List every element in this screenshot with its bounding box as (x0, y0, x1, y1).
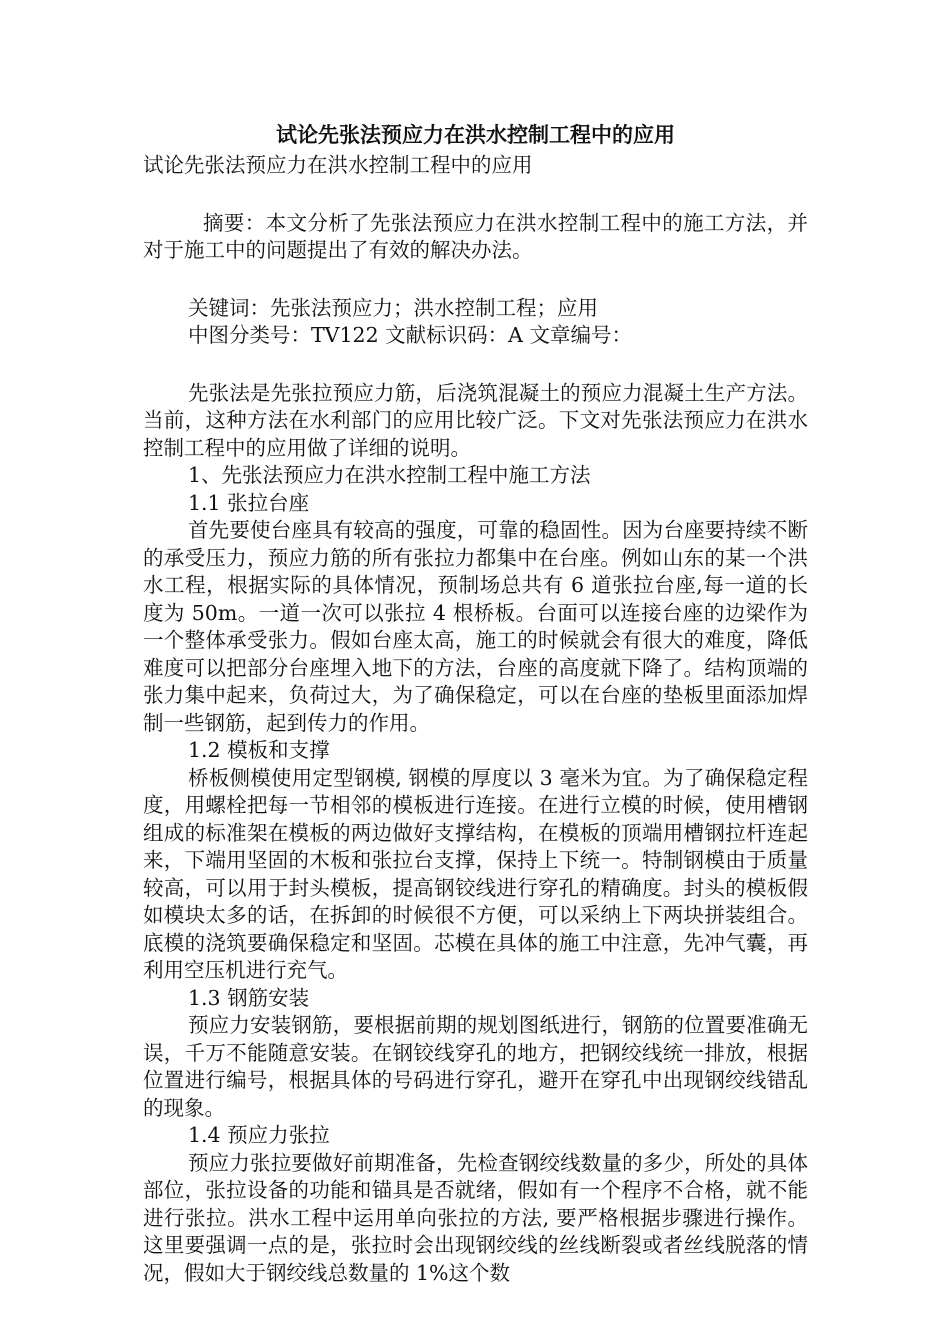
document-subtitle: 试论先张法预应力在洪水控制工程中的应用 (143, 153, 533, 177)
classification-line: 中图分类号：TV122 文献标识码：A 文章编号： (188, 323, 632, 347)
intro-paragraph: 先张法是先张拉预应力筋，后浇筑混凝土的预应力混凝土生产方法。当前，这种方法在水利部门的应用比较广泛。下文对先张法预应力在洪水控制工程中的应用做了详细的说明。 (143, 380, 808, 460)
document-page (143, 118, 808, 1287)
document-title: 试论先张法预应力在洪水控制工程中的应用 (276, 122, 675, 147)
abstract-paragraph: 摘要：本文分析了先张法预应力在洪水控制工程中的施工方法，并对于施工中的问题提出了有效的解决办法。 (143, 210, 808, 262)
body-paragraph: 首先要使台座具有较高的强度，可靠的稳固性。因为台座要持续不断的承受压力，预应力筋的所有张拉力都集中在台座。例如山东的某一个洪水工程，根据实际的具体情况，预制场总共有 6 道张拉台座,每一道的长度为 50m。一道一次可以张拉 4 根桥板。台面可以连接台座的边梁作为一个整体承受张力。假如台座太高，施工的时候就会有很大的难度，降低难度可以把部分台座埋入地下的方法，台座的高度就下降了。结构顶端的张力集中起来，负荷过大，为了确保稳定，可以在台座的垫板里面添加焊制一些钢筋，起到传力的作用。 (143, 518, 808, 735)
section-heading: 1、先张法预应力在洪水控制工程中施工方法 (188, 463, 591, 487)
spacer (143, 180, 808, 210)
subsection-heading: 1.1 张拉台座 (188, 490, 310, 515)
subsection-heading: 1.2 模板和支撑 (188, 738, 330, 762)
body-paragraph: 预应力张拉要做好前期准备，先检查钢绞线数量的多少，所处的具体部位，张拉设备的功能和锚具是否就绪，假如有一个程序不合格，就不能进行张拉。洪水工程中运用单向张拉的方法, 要严格根据步骤进行操作。这里要强调一点的是，张拉时会出现钢绞线的丝线断裂或者丝线脱落的情况，假如大于钢绞线总数量的 1%这个数 (143, 1150, 808, 1285)
spacer (143, 350, 808, 380)
spacer (143, 265, 808, 295)
subsection-heading: 1.4 预应力张拉 (188, 1123, 330, 1147)
body-paragraph: 预应力安装钢筋，要根据前期的规划图纸进行，钢筋的位置要准确无误，千万不能随意安装。在钢铰线穿孔的地方，把钢绞线统一排放，根据位置进行编号，根据具体的号码进行穿孔，避开在穿孔中出现钢绞线错乱的现象。 (143, 1013, 808, 1120)
subsection-heading: 1.3 钢筋安装 (188, 985, 310, 1010)
keywords-line: 关键词：先张法预应力；洪水控制工程；应用 (188, 295, 598, 320)
body-paragraph: 桥板侧模使用定型钢模, 钢模的厚度以 3 毫米为宜。为了确保稳定程度，用螺栓把每一节相邻的模板进行连接。在进行立模的时候，使用槽钢组成的标准架在模板的两边做好支撑结构，在模板的顶端用槽钢拉杆连起来，下端用坚固的木板和张拉台支撑，保持上下统一。特制钢模由于质量较高，可以用于封头模板，提高钢铰线进行穿孔的精确度。封头的模板假如模块太多的话，在拆卸的时候很不方便，可以采纳上下两块拼装组合。底模的浇筑要确保稳定和坚固。芯模在具体的施工中注意，先冲气囊，再利用空压机进行充气。 (143, 765, 808, 982)
